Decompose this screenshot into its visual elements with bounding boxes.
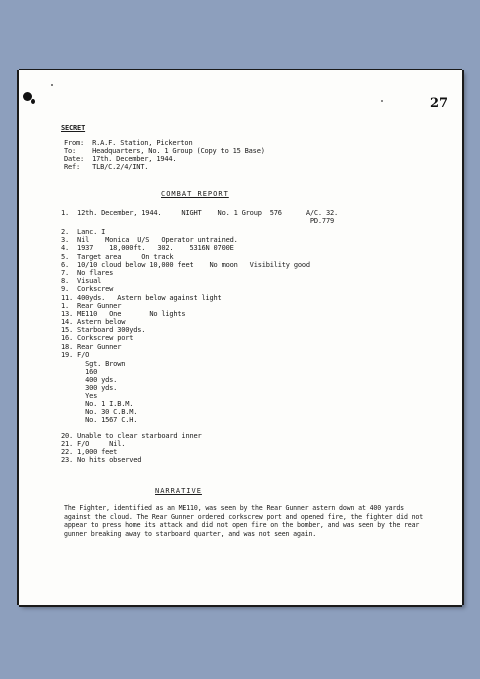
report-line: 2. Lanc. I	[61, 228, 106, 236]
report-line: 7. No flares	[61, 269, 114, 277]
report-line: 15. Starboard 300yds.	[61, 326, 146, 334]
report-line: PD.779	[61, 217, 334, 225]
report-line: 3. Nil Monica U/S Operator untrained.	[61, 236, 238, 244]
ink-blot-small	[31, 99, 35, 104]
report-line: 13. ME110 One No lights	[61, 310, 186, 318]
narrative-title: NARRATIVE	[155, 487, 202, 495]
header-date: Date: 17th. December, 1944.	[64, 155, 177, 163]
report-line: No. 30 C.B.M.	[61, 408, 138, 416]
report-line: 400 yds.	[61, 376, 118, 384]
report-line: 11. 400yds. Astern below against light	[61, 294, 222, 302]
report-line: 1. 12th. December, 1944. NIGHT No. 1 Group 576 A/C. 32.	[61, 209, 338, 217]
report-line: 22. 1,000 feet	[61, 448, 118, 456]
report-line: 14. Astern below	[61, 318, 126, 326]
combat-report-title: COMBAT REPORT	[161, 190, 229, 198]
report-line: 300 yds.	[61, 384, 118, 392]
report-line: 23. No hits observed	[61, 456, 142, 464]
report-line: 5. Target area On track	[61, 253, 174, 261]
report-line: 160	[61, 368, 98, 376]
document-page	[19, 70, 462, 605]
ink-speck	[51, 84, 53, 86]
page-number: 27	[430, 96, 449, 111]
report-line: 9. Corkscrew	[61, 285, 114, 293]
report-line: 18. Rear Gunner	[61, 343, 122, 351]
report-line: 21. F/O Nil.	[61, 440, 126, 448]
header-to: To: Headquarters, No. 1 Group (Copy to 15 Base)	[64, 147, 265, 155]
report-line: Yes	[61, 392, 98, 400]
report-line: 1. Rear Gunner	[61, 302, 122, 310]
report-line: No. 1567 C.H.	[61, 416, 138, 424]
report-line: 6. 10/10 cloud below 10,000 feet No moon Visibility good	[61, 261, 310, 269]
ink-speck	[381, 100, 383, 102]
narrative-text: The Fighter, identified as an ME110, was seen by the Rear Gunner astern down at 400 yards against the cloud. The Rear Gunner ordered corkscrew port and opened fire, the fighter did not appear to press home its attack and did not open fire on the bomber, and was seen by the rear gunner breaking away to starboard quarter, and was not seen again.	[64, 504, 424, 538]
header-ref: Ref: TLB/C.2/4/INT.	[64, 163, 149, 171]
header-from: From: R.A.F. Station, Pickerton	[64, 139, 193, 147]
report-line: 16. Corkscrew port	[61, 334, 134, 342]
report-line: 19. F/O	[61, 351, 90, 359]
report-line: 20. Unable to clear starboard inner	[61, 432, 202, 440]
report-line: 8. Visual	[61, 277, 102, 285]
document-title: SECRET	[61, 124, 86, 132]
report-line: No. 1 I.B.M.	[61, 400, 134, 408]
report-line: Sgt. Brown	[61, 360, 126, 368]
report-line: 4. 1937 18,000ft. 302. 5316N 0700E	[61, 244, 234, 252]
